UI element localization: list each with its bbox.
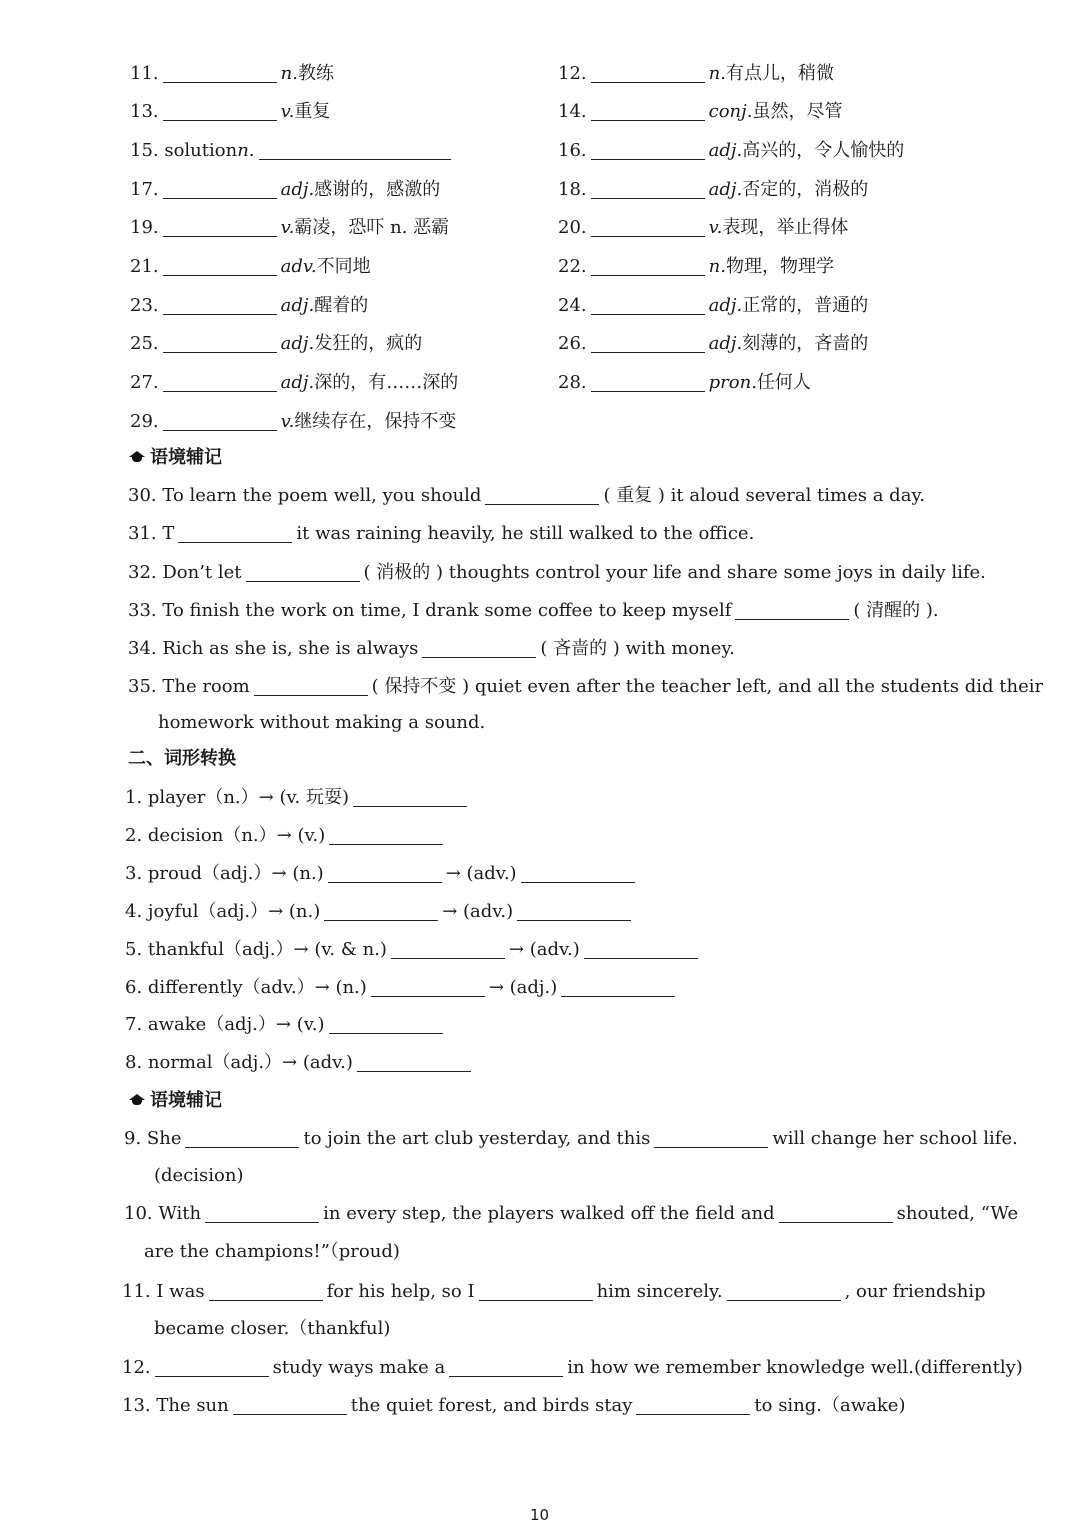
vocab-item xyxy=(558,178,868,202)
answer-blank[interactable] xyxy=(209,1282,323,1301)
text-segment: the quiet forest, and birds stay xyxy=(350,1395,633,1416)
vocab-item xyxy=(130,100,330,124)
meaning: 霸凌，恐吓 n. 恶霸 xyxy=(294,217,450,238)
answer-blank[interactable] xyxy=(654,1129,768,1148)
section-heading xyxy=(128,1089,222,1113)
meaning: 虽然，尽管 xyxy=(752,101,843,122)
vocab-item xyxy=(558,139,904,163)
heading-text: 二、词形转换 xyxy=(128,748,236,769)
text-segment: 2. decision（n.） xyxy=(125,825,277,846)
vocab-item xyxy=(558,62,834,86)
section-heading xyxy=(128,446,222,470)
meaning: 刻薄的，吝啬的 xyxy=(742,333,869,354)
sentence-item xyxy=(128,599,939,623)
conversion-item xyxy=(125,938,702,962)
item-number: 15. solution xyxy=(130,140,238,161)
answer-blank[interactable] xyxy=(591,296,705,315)
text-segment: → (adv.) xyxy=(442,901,514,922)
conversion-item xyxy=(125,1051,475,1075)
vocab-item xyxy=(130,255,371,279)
text-segment: → (n.) xyxy=(268,901,321,922)
answer-blank[interactable] xyxy=(163,102,277,121)
text-segment: → (v. & n.) xyxy=(293,939,387,960)
answer-blank[interactable] xyxy=(246,563,360,582)
vocab-item xyxy=(558,255,834,279)
text-segment: 5. thankful（adj.） xyxy=(125,939,294,960)
text-segment: in every step, the players walked off the field and xyxy=(323,1203,775,1224)
item-number: 16. xyxy=(558,140,587,161)
item-number: 29. xyxy=(130,411,159,432)
sentence-item xyxy=(122,1280,986,1304)
graduation-cap-icon xyxy=(128,1092,146,1106)
answer-blank[interactable] xyxy=(591,141,705,160)
answer-blank[interactable] xyxy=(353,788,467,807)
item-number: 28. xyxy=(558,372,587,393)
sentence-item xyxy=(128,675,1043,699)
text-segment: → (adv.) xyxy=(282,1052,353,1073)
text-segment: → (v.) xyxy=(276,825,326,846)
answer-blank[interactable] xyxy=(328,864,442,883)
text-segment: in how we remember knowledge well.(differently) xyxy=(567,1357,1023,1378)
answer-blank[interactable] xyxy=(163,180,277,199)
answer-blank[interactable] xyxy=(485,486,599,505)
meaning: 教练 xyxy=(297,63,334,84)
vocab-item xyxy=(558,100,842,124)
meaning: 有点儿，稍微 xyxy=(725,63,834,84)
answer-blank[interactable] xyxy=(521,864,635,883)
part-of-speech: adv. xyxy=(280,256,317,277)
text-segment: him sincerely. xyxy=(596,1281,723,1302)
text-segment: → (v. 玩耍) xyxy=(258,787,349,808)
answer-blank[interactable] xyxy=(163,296,277,315)
meaning: 物理，物理学 xyxy=(725,256,834,277)
page-number: 10 xyxy=(530,1506,550,1524)
conversion-item xyxy=(125,824,447,848)
sentence-item xyxy=(158,711,485,735)
meaning: 不同地 xyxy=(316,256,371,277)
answer-blank[interactable] xyxy=(449,1358,563,1377)
answer-blank[interactable] xyxy=(735,601,849,620)
answer-blank[interactable] xyxy=(391,940,505,959)
text-segment: for his help, so I xyxy=(326,1281,475,1302)
meaning: 深的，有……深的 xyxy=(314,372,459,393)
meaning: 继续存在，保持不变 xyxy=(294,411,457,432)
text-segment: (decision) xyxy=(154,1165,244,1186)
part-of-speech: v. xyxy=(280,217,295,238)
part-of-speech: v. xyxy=(708,217,723,238)
part-of-speech: pron. xyxy=(708,372,757,393)
text-segment: will change her school life. xyxy=(772,1128,1018,1149)
answer-blank[interactable] xyxy=(178,524,292,543)
meaning: 发狂的，疯的 xyxy=(314,333,423,354)
text-segment: 11. I was xyxy=(122,1281,205,1302)
text-segment: 13. The sun xyxy=(122,1395,229,1416)
answer-blank[interactable] xyxy=(163,334,277,353)
heading-text: 语境辅记 xyxy=(150,447,222,468)
text-segment: → (adv.) xyxy=(508,939,580,960)
meaning: 高兴的，令人愉快的 xyxy=(742,140,905,161)
meaning: 任何人 xyxy=(756,372,811,393)
sentence-item xyxy=(122,1394,905,1418)
sentence-item xyxy=(144,1240,400,1264)
sentence-item xyxy=(154,1317,390,1341)
answer-blank[interactable] xyxy=(422,639,536,658)
item-number: 26. xyxy=(558,333,587,354)
sentence-item xyxy=(154,1164,243,1188)
item-number: 13. xyxy=(130,101,159,122)
sentence-item xyxy=(128,484,925,508)
meaning: 感谢的，感激的 xyxy=(314,179,441,200)
sentence-item xyxy=(128,561,986,585)
part-of-speech: adj. xyxy=(280,179,315,200)
part-of-speech: v. xyxy=(280,101,295,122)
item-number: 14. xyxy=(558,101,587,122)
answer-blank[interactable] xyxy=(163,64,277,83)
answer-blank[interactable] xyxy=(517,902,631,921)
part-of-speech: n. xyxy=(237,140,255,161)
answer-blank[interactable] xyxy=(163,412,277,431)
answer-blank[interactable] xyxy=(591,373,705,392)
vocab-item xyxy=(130,178,440,202)
text-segment: → (adv.) xyxy=(445,863,517,884)
text-segment: 33. To finish the work on time, I drank some coffee to keep myself xyxy=(128,600,732,621)
text-segment: to join the art club yesterday, and this xyxy=(303,1128,651,1149)
part-of-speech: n. xyxy=(708,256,726,277)
part-of-speech: conj. xyxy=(708,101,753,122)
answer-blank[interactable] xyxy=(779,1204,893,1223)
part-of-speech: n. xyxy=(280,63,298,84)
sentence-item xyxy=(122,1356,1023,1380)
section-heading xyxy=(128,747,236,771)
conversion-item xyxy=(125,976,679,1000)
text-segment: 1. player（n.） xyxy=(125,787,259,808)
text-segment: 8. normal（adj.） xyxy=(125,1052,283,1073)
meaning: 表现，举止得体 xyxy=(722,217,849,238)
text-segment: 31. T xyxy=(128,523,175,544)
text-segment: 9. She xyxy=(124,1128,182,1149)
meaning: 重复 xyxy=(294,101,331,122)
answer-blank[interactable] xyxy=(591,180,705,199)
text-segment: → (n.) xyxy=(271,863,324,884)
conversion-item xyxy=(125,786,471,810)
text-segment: 6. differently（adv.） xyxy=(125,977,315,998)
answer-blank[interactable] xyxy=(357,1053,471,1072)
sentence-item xyxy=(128,637,735,661)
answer-blank[interactable] xyxy=(591,64,705,83)
text-segment: → (v.) xyxy=(275,1014,325,1035)
answer-blank[interactable] xyxy=(591,102,705,121)
answer-blank[interactable] xyxy=(259,141,451,160)
answer-blank[interactable] xyxy=(561,978,675,997)
answer-blank[interactable] xyxy=(163,257,277,276)
item-number: 24. xyxy=(558,295,587,316)
text-segment: → (n.) xyxy=(314,977,367,998)
part-of-speech: adj. xyxy=(708,179,743,200)
vocab-item xyxy=(130,62,334,86)
graduation-cap-icon xyxy=(128,449,146,463)
item-number: 12. xyxy=(558,63,587,84)
vocab-item xyxy=(558,332,868,356)
answer-blank[interactable] xyxy=(254,677,368,696)
part-of-speech: adj. xyxy=(280,295,315,316)
conversion-item xyxy=(125,1013,447,1037)
meaning: 正常的，普通的 xyxy=(742,295,869,316)
item-number: 19. xyxy=(130,217,159,238)
answer-blank[interactable] xyxy=(329,1015,443,1034)
sentence-item xyxy=(124,1202,1018,1226)
part-of-speech: adj. xyxy=(280,333,315,354)
item-number: 22. xyxy=(558,256,587,277)
text-segment: became closer.（thankful) xyxy=(154,1318,391,1339)
text-segment: 3. proud（adj.） xyxy=(125,863,272,884)
text-segment: 4. joyful（adj.） xyxy=(125,901,269,922)
text-segment: 10. With xyxy=(124,1203,202,1224)
meaning: 醒着的 xyxy=(314,295,369,316)
answer-blank[interactable] xyxy=(155,1358,269,1377)
item-number: 11. xyxy=(130,63,159,84)
item-number: 21. xyxy=(130,256,159,277)
answer-blank[interactable] xyxy=(727,1282,841,1301)
vocab-item xyxy=(130,371,458,395)
vocab-item xyxy=(130,332,422,356)
text-segment: study ways make a xyxy=(272,1357,446,1378)
text-segment: 34. Rich as she is, she is always xyxy=(128,638,419,659)
item-number: 25. xyxy=(130,333,159,354)
text-segment: 30. To learn the poem well, you should xyxy=(128,485,482,506)
heading-text: 语境辅记 xyxy=(150,1090,222,1111)
answer-blank[interactable] xyxy=(584,940,698,959)
item-number: 27. xyxy=(130,372,159,393)
text-segment: shouted, “We xyxy=(896,1203,1019,1224)
answer-blank[interactable] xyxy=(591,334,705,353)
answer-blank[interactable] xyxy=(185,1129,299,1148)
text-segment: ( 清醒的 ). xyxy=(853,600,939,621)
item-number: 20. xyxy=(558,217,587,238)
answer-blank[interactable] xyxy=(205,1204,319,1223)
text-segment: 12. xyxy=(122,1357,151,1378)
answer-blank[interactable] xyxy=(636,1396,750,1415)
text-segment: 7. awake（adj.） xyxy=(125,1014,276,1035)
answer-blank[interactable] xyxy=(371,978,485,997)
item-number: 18. xyxy=(558,179,587,200)
sentence-item xyxy=(124,1127,1018,1151)
text-segment: to sing.（awake) xyxy=(754,1395,906,1416)
text-segment: , our friendship xyxy=(844,1281,986,1302)
answer-blank[interactable] xyxy=(324,902,438,921)
vocab-item xyxy=(130,139,455,163)
part-of-speech: adj. xyxy=(708,333,743,354)
part-of-speech: adj. xyxy=(708,295,743,316)
meaning: 否定的，消极的 xyxy=(742,179,869,200)
answer-blank[interactable] xyxy=(479,1282,593,1301)
text-segment: ( 保持不变 ) quiet even after the teacher left, and all the students did their xyxy=(371,676,1044,697)
text-segment: homework without making a sound. xyxy=(158,712,486,733)
text-segment: → (adj.) xyxy=(488,977,558,998)
text-segment: are the champions!”（proud) xyxy=(144,1241,400,1262)
answer-blank[interactable] xyxy=(163,373,277,392)
answer-blank[interactable] xyxy=(591,257,705,276)
vocab-item xyxy=(558,294,868,318)
vocab-item xyxy=(130,294,368,318)
part-of-speech: n. xyxy=(708,63,726,84)
answer-blank[interactable] xyxy=(163,218,277,237)
conversion-item xyxy=(125,862,639,886)
vocab-item xyxy=(558,371,811,395)
item-number: 17. xyxy=(130,179,159,200)
sentence-item xyxy=(128,522,754,546)
part-of-speech: adj. xyxy=(280,372,315,393)
answer-blank[interactable] xyxy=(591,218,705,237)
vocab-item xyxy=(130,216,449,240)
item-number: 23. xyxy=(130,295,159,316)
part-of-speech: v. xyxy=(280,411,295,432)
text-segment: ( 重复 ) it aloud several times a day. xyxy=(603,485,925,506)
text-segment: it was raining heavily, he still walked to the office. xyxy=(296,523,755,544)
answer-blank[interactable] xyxy=(233,1396,347,1415)
text-segment: 35. The room xyxy=(128,676,250,697)
conversion-item xyxy=(125,900,635,924)
answer-blank[interactable] xyxy=(329,826,443,845)
part-of-speech: adj. xyxy=(708,140,743,161)
vocab-item xyxy=(130,410,456,434)
text-segment: ( 消极的 ) thoughts control your life and share some joys in daily life. xyxy=(363,562,986,583)
vocab-item xyxy=(558,216,848,240)
text-segment: ( 吝啬的 ) with money. xyxy=(540,638,735,659)
text-segment: 32. Don’t let xyxy=(128,562,242,583)
